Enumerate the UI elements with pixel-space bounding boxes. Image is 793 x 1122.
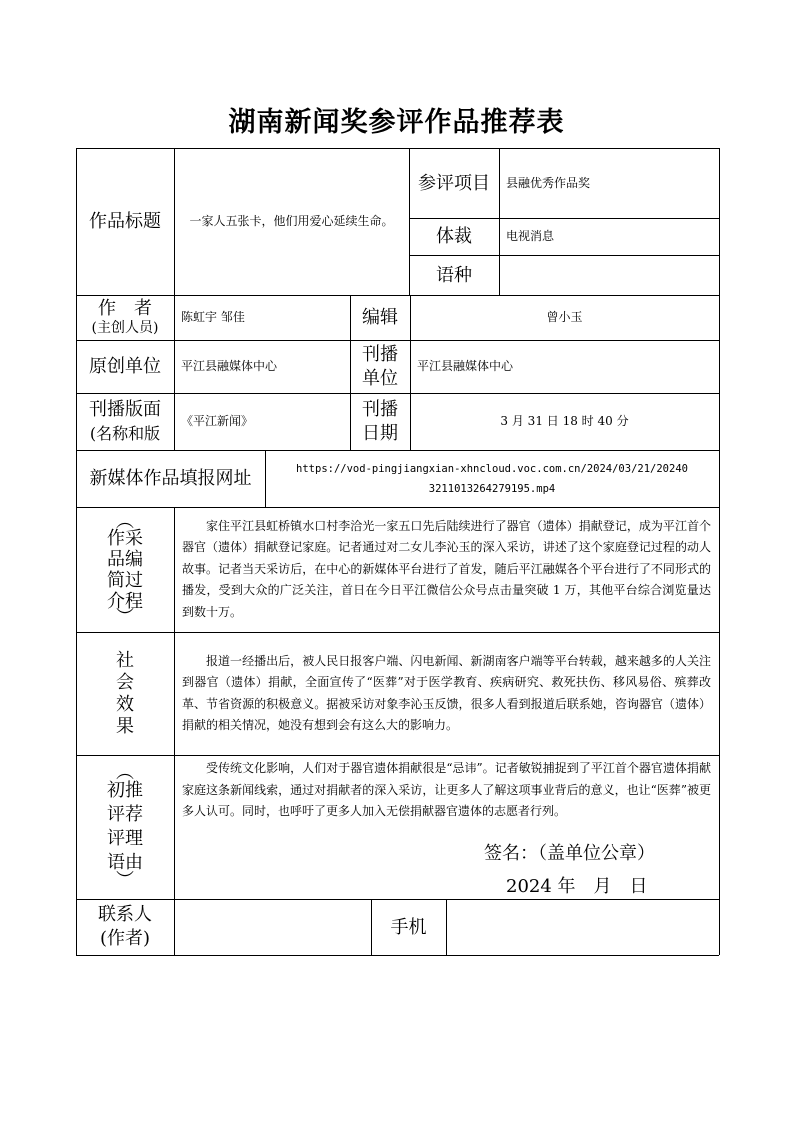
process-label — [76, 507, 174, 632]
original-unit-label: 原创单位 — [89, 356, 161, 377]
phone-value — [446, 899, 719, 955]
effect-text: 报道一经播出后，被人民日报客户端、闪电新闻、新湖南客户端等平台转载，越来越多的人关注到器官（遗体）捐献，全面宣传了“医葬”对于医学教育、疾病研究、救死扶伤、移风易俗、殡葬改革、节省资源的积极意义。据被采访对象李沁玉反馈，很多人看到报道后联系她，咨询器官（遗体）捐献的相关情况，她没有想到会有这么大的影响力。 — [182, 653, 711, 732]
new-media-url-label: 新媒体作品填报网址 — [89, 468, 252, 489]
review-label-l1: 初推 — [107, 780, 143, 801]
editor-label: 编辑 — [362, 307, 398, 328]
page-title: 湖南新闻奖参评作品推荐表 — [228, 107, 565, 138]
genre-label: 体裁 — [436, 226, 472, 247]
publish-date-label-line1: 刊播 — [362, 398, 398, 420]
publish-unit-label — [350, 340, 410, 393]
process-label-l1: 作采 — [107, 527, 143, 549]
work-title-cell — [174, 148, 409, 295]
signature-line: 签名：（盖单位公章） — [484, 843, 655, 864]
new-media-url-value[interactable] — [265, 450, 719, 507]
publish-date-label-line2: 日期 — [362, 422, 398, 444]
author-value: 陈虹宇 邹佳 — [181, 310, 245, 324]
contact-value — [174, 899, 371, 955]
review-label — [76, 755, 174, 899]
effect-label — [76, 632, 174, 755]
review-text: 受传统文化影响，人们对于器官遗体捐献很是“忌讳”。记者敏锐捕捉到了平江首个器官遗体捐献家庭这条新闻线索，通过对捐献者的深入采访，让更多人了解这项事业背后的意义，也让“医葬”被更多人认可。同时，也呼吁了更多人加入无偿捐献器官遗体的志愿者行列。 — [182, 761, 711, 818]
category-value: 县融优秀作品奖 — [506, 175, 591, 190]
process-label-l4: 介程 — [107, 590, 143, 612]
editor-value: 曾小玉 — [546, 310, 583, 324]
category-label: 参评项目 — [418, 172, 490, 194]
signature-date: 2024 年 月 日 — [506, 876, 648, 897]
new-media-url-line2[interactable]: 3211013264279195.mp4 — [428, 482, 556, 495]
work-title-value: 一家人五张卡，他们用爱心延续生命。 — [189, 214, 394, 228]
effect-label-l2: 会 — [116, 671, 134, 693]
author-label-line1: 作 者 — [98, 297, 152, 319]
author-label — [76, 295, 174, 340]
publish-date-label — [350, 393, 410, 450]
process-cell — [174, 507, 719, 632]
new-media-url-line1[interactable]: https://vod-pingjiangxian-xhncloud.voc.com.cn/2024/03/21/20240 — [296, 462, 688, 475]
publish-unit-label-line1: 刊播 — [362, 343, 398, 365]
process-text: 家住平江县虹桥镇水口村李洽光一家五口先后陆续进行了器官（遗体）捐献登记，成为平江首个器官（遗体）捐献登记家庭。记者通过对二女儿李沁玉的深入采访，讲述了这个家庭登记过程的动人故事。记者当天采访后，在中心的新媒体平台进行了首发，随后平江融媒各个平台进行了不同形式的播发，受到大众的广泛关注，首日在今日平江微信公众号点击量突破 1 万，其他平台综合浏览量达到数十万。 — [182, 518, 711, 619]
publish-layout-label-line2: (名称和版 — [89, 423, 161, 443]
language-label: 语种 — [436, 264, 472, 286]
effect-label-l1: 社 — [116, 649, 134, 671]
process-label-l2: 品编 — [107, 548, 143, 570]
review-label-l3: 评理 — [107, 828, 143, 849]
publish-layout-label — [76, 393, 174, 450]
work-title-label: 作品标题 — [89, 211, 161, 232]
language-value — [499, 255, 719, 295]
publish-layout-value: 《平江新闻》 — [181, 414, 254, 428]
contact-label-line2: (作者) — [99, 928, 151, 949]
contact-label — [76, 899, 174, 955]
phone-label: 手机 — [390, 916, 427, 938]
contact-label-line1: 联系人 — [98, 904, 152, 925]
process-label-bottom: ︶ — [116, 606, 134, 628]
publish-date-value: 3 月 31 日 18 时 40 分 — [500, 414, 629, 428]
review-label-bottom: ︶ — [116, 870, 134, 891]
review-label-top: ︵ — [116, 762, 134, 783]
effect-label-l4: 果 — [116, 715, 134, 737]
effect-cell — [174, 632, 719, 755]
publish-layout-label-line1: 刊播版面 — [89, 398, 161, 420]
review-label-l2: 评荐 — [107, 804, 143, 825]
genre-value: 电视消息 — [506, 229, 555, 243]
effect-label-l3: 效 — [116, 693, 134, 715]
process-label-top: ︵ — [116, 510, 134, 532]
publish-unit-value: 平江县融媒体中心 — [417, 359, 514, 373]
review-label-l4: 语由 — [107, 852, 143, 873]
process-label-l3: 简过 — [107, 569, 143, 591]
review-cell — [174, 758, 719, 843]
original-unit-value: 平江县融媒体中心 — [181, 359, 278, 373]
publish-unit-label-line2: 单位 — [362, 367, 398, 389]
author-label-line2: (主创人员) — [91, 319, 159, 336]
